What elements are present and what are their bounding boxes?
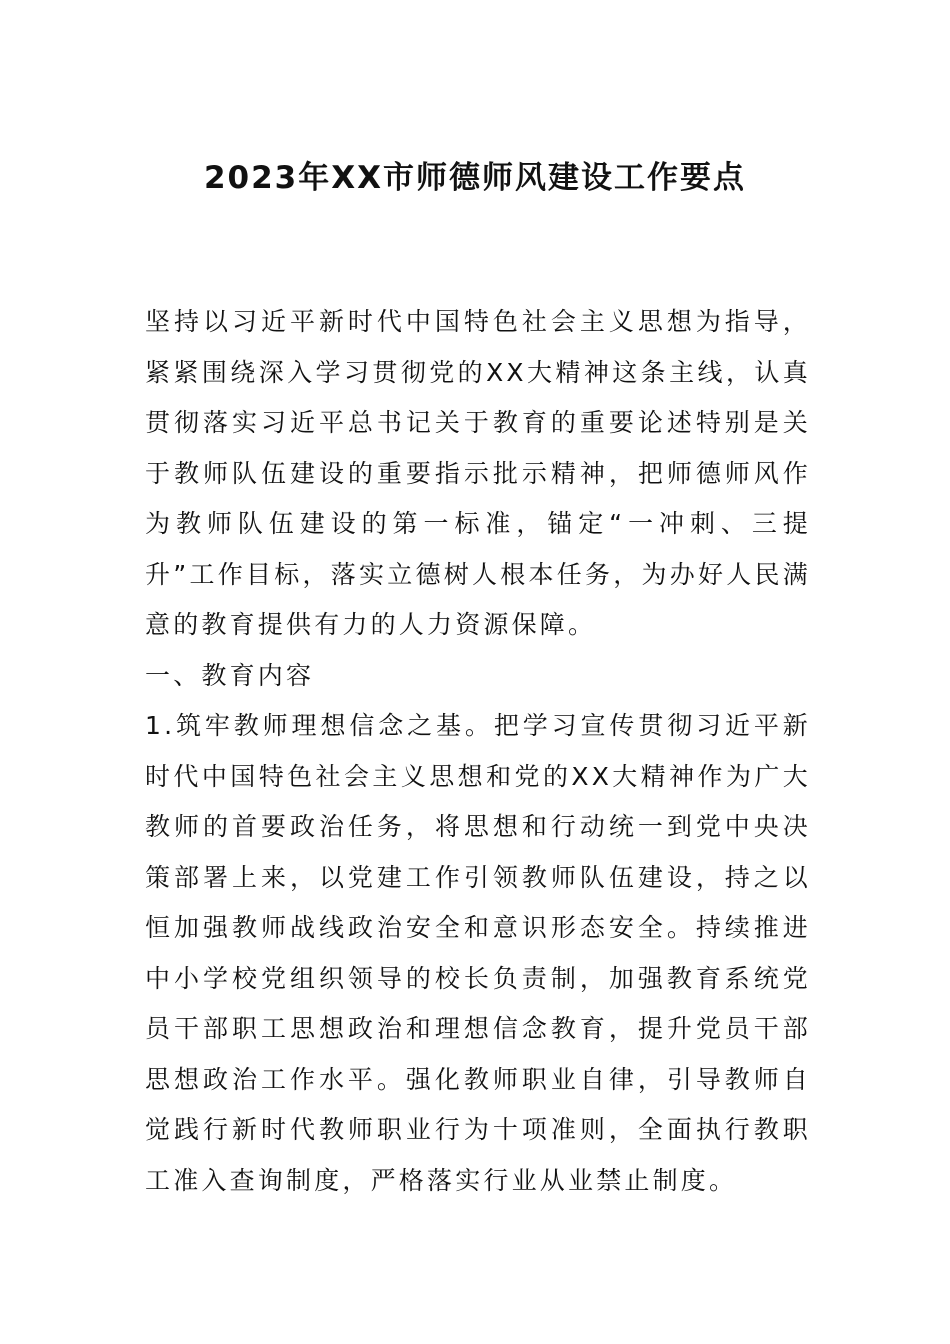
document-title: 2023年XX市师德师风建设工作要点 (203, 160, 747, 196)
section-heading-education-content: 一、教育内容 (145, 660, 315, 690)
item-1-paragraph: 1.筑牢教师理想信念之基。把学习宣传贯彻习近平新时代中国特色社会主义思想和党的XX大精神作为广大教师的首要政治任务，将思想和行动统一到党中央决策部署上来，以党建工作引领教师队伍建设，持之以恒加强教师战线政治安全和意识形态安全。持续推进中小学校党组织领导的校长负责制，加强教育系统党员干部职工思想政治和理想信念教育，提升党员干部思想政治工作水平。强化教师职业自律，引导教师自觉践行新时代教师职业行为十项准则，全面执行教职工准入查询制度，严格落实行业从业禁止制度。 (145, 711, 811, 1195)
document-body (145, 297, 811, 1206)
intro-paragraph: 坚持以习近平新时代中国特色社会主义思想为指导，紧紧围绕深入学习贯彻党的XX大精神这条主线，认真贯彻落实习近平总书记关于教育的重要论述特别是关于教师队伍建设的重要指示批示精神，把师德师风作为教师队伍建设的第一标准，锚定“一冲刺、三提升”工作目标，落实立德树人根本任务，为办好人民满意的教育提供有力的人力资源保障。 (145, 307, 811, 639)
